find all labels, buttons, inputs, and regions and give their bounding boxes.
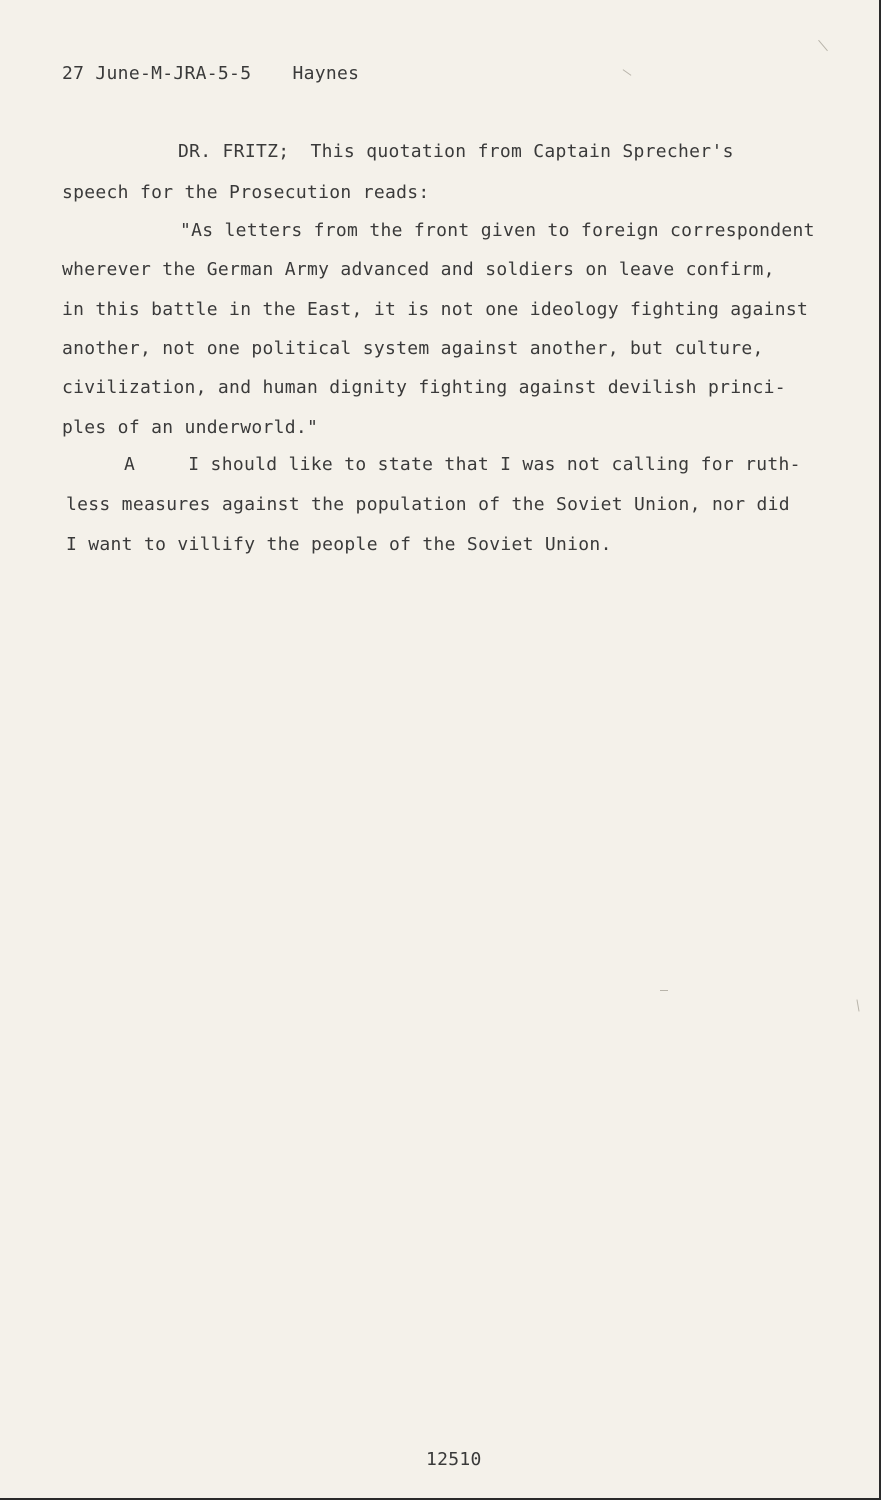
quote-line: "As letters from the front given to foreign correspondent xyxy=(180,220,815,241)
document-header xyxy=(62,64,359,84)
page-number: 12510 xyxy=(426,1449,482,1470)
paragraph-line: speech for the Prosecution reads: xyxy=(62,182,430,203)
paragraph-text: This quotation from Captain Sprecher's xyxy=(310,141,734,162)
paper-mark xyxy=(623,69,632,76)
paragraph-line xyxy=(178,142,734,162)
quote-line: ples of an underworld." xyxy=(62,417,319,438)
speaker-label: DR. FRITZ; xyxy=(178,141,290,162)
answer-text: I should like to state that I was not calling for ruth- xyxy=(188,454,801,475)
quote-line: wherever the German Army advanced and soldiers on leave confirm, xyxy=(62,259,775,280)
quote-line: civilization, and human dignity fighting against devilish princi- xyxy=(62,377,786,398)
answer-marker: A xyxy=(124,454,136,475)
quote-line: in this battle in the East, it is not one ideology fighting against xyxy=(62,299,809,320)
paper-mark xyxy=(856,1000,859,1012)
answer-line xyxy=(124,455,801,475)
paper-mark xyxy=(660,990,668,991)
answer-line: less measures against the population of the Soviet Union, nor did xyxy=(66,494,790,515)
quote-line: another, not one political system against another, but culture, xyxy=(62,338,764,359)
answer-line: I want to villify the people of the Soviet Union. xyxy=(66,534,612,555)
transcript-code: 27 June-M-JRA-5-5 xyxy=(62,63,252,84)
paper-mark xyxy=(818,40,828,51)
reporter-name: Haynes xyxy=(292,63,360,84)
